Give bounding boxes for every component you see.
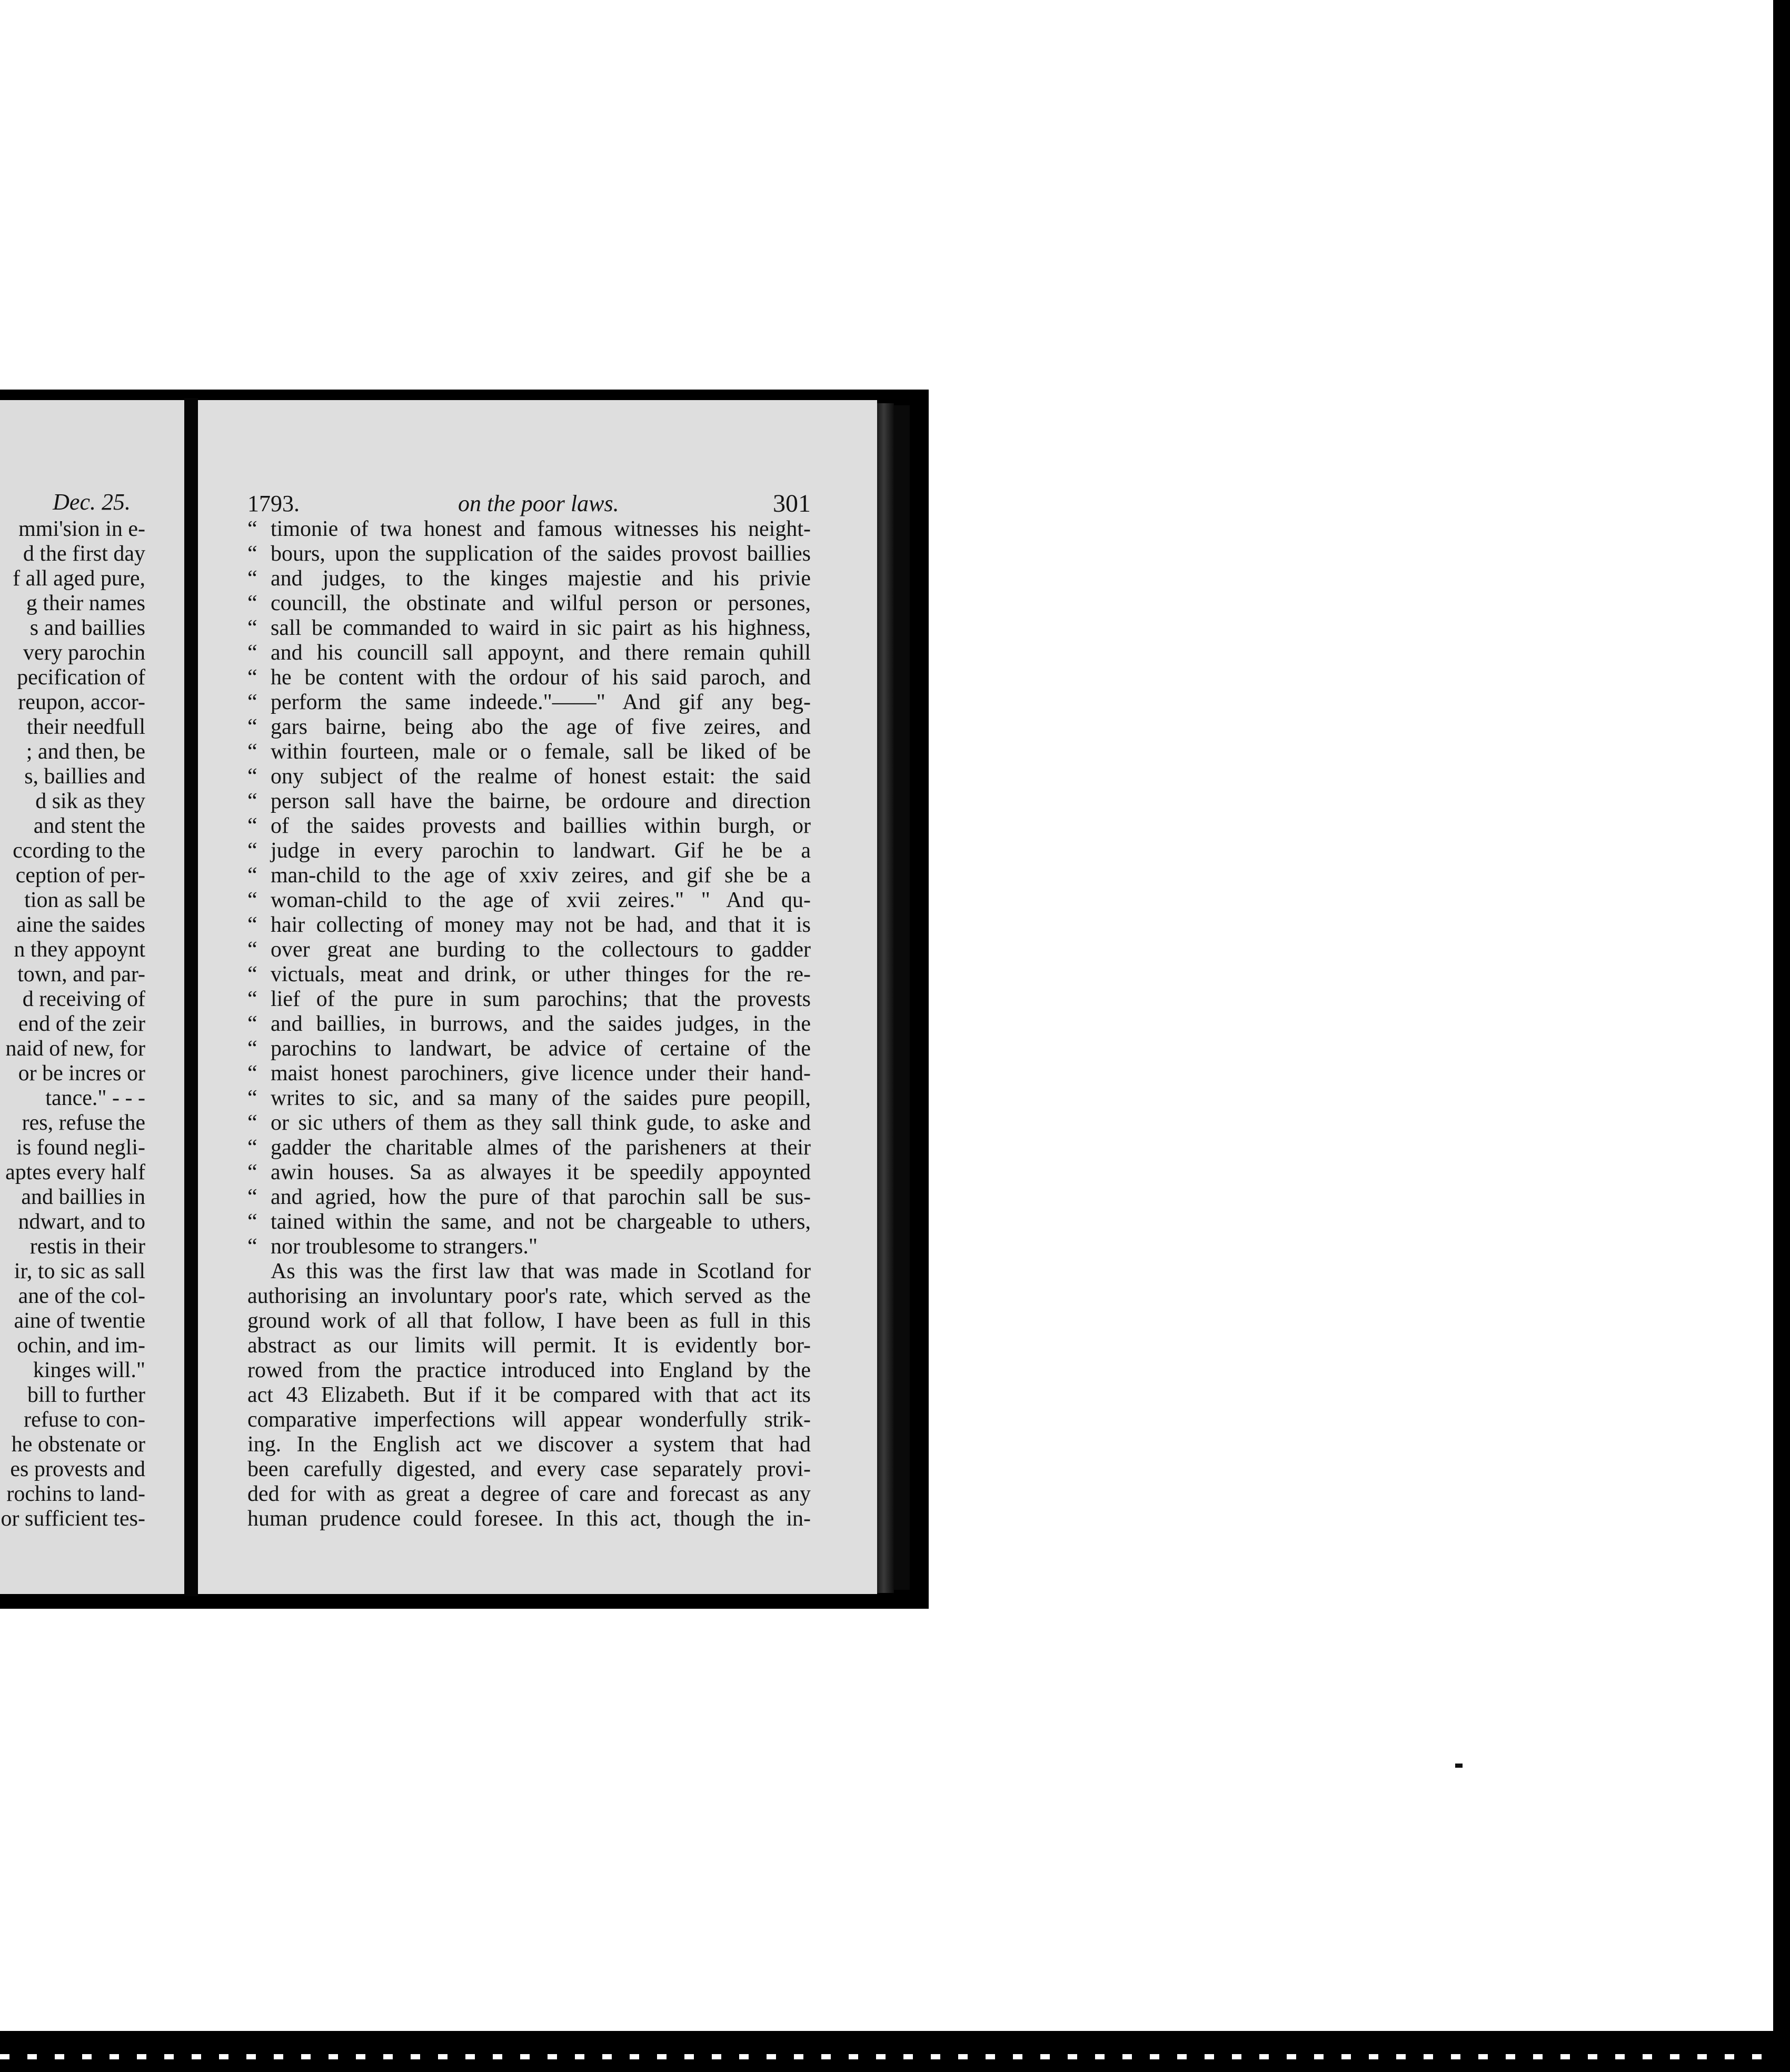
quoted-line [247,814,811,839]
quote-mark: “ [247,715,257,739]
quote-mark: “ [247,665,257,690]
quoted-line-text: and judges, to the kinges majestie and his privie [271,566,811,591]
quoted-line [247,1111,811,1135]
text-line: aptes every half [5,1160,145,1184]
quoted-line [247,715,811,740]
quote-mark: “ [247,1210,257,1234]
body-line: authorising an involuntary poor's rate, which served as the [247,1284,811,1308]
text-line: g their names [26,591,145,615]
quote-mark: “ [247,616,257,640]
text-line: d receiving of [22,987,145,1011]
quoted-line-text: over great ane burding to the collectours to gadder [271,938,811,962]
quoted-line [247,863,811,888]
quote-mark: “ [247,690,257,714]
quoted-line-text: victuals, meat and drink, or uther thinges for the re- [271,962,811,987]
open-book [0,390,929,1609]
quoted-line-text: and his councill sall appoynt, and there remain quhill [271,641,811,665]
quoted-line-text: councill, the obstinate and wilful person or persones, [271,591,811,615]
quoted-line-text: awin houses. Sa as alwayes it be speedily appoynted [271,1160,811,1184]
film-speck [1455,1764,1463,1768]
text-line: ccording to the [13,839,145,863]
quote-mark: “ [247,962,257,987]
quoted-line-text: within fourteen, male or o female, sall be liked of be [271,740,811,764]
body-line: been carefully digested, and every case separately provi- [247,1457,811,1481]
quoted-line [247,1135,811,1160]
quoted-line [247,616,811,641]
quote-mark: “ [247,814,257,838]
body-line: ded for with as great a degree of care and forecast as any [247,1482,811,1506]
quoted-line [247,690,811,715]
body-line: act 43 Elizabeth. But if it be compared with that act its [247,1383,811,1407]
text-line: restis in their [29,1234,145,1259]
quoted-line-text: he be content with the ordour of his said paroch, and [271,665,811,690]
left-page-text [0,517,145,1531]
quote-mark: “ [247,764,257,789]
quoted-line-text: sall be commanded to waird in sic pairt as his highness, [271,616,811,640]
microfilm-border-bottom [0,2031,1790,2072]
quoted-line [247,987,811,1012]
quoted-line [247,962,811,987]
quoted-line [247,839,811,863]
text-line: or sufficient tes- [1,1507,145,1531]
quoted-line [247,764,811,789]
quote-mark: “ [247,1185,257,1209]
text-line: refuse to con- [24,1408,145,1432]
text-line: ndwart, and to [18,1210,145,1234]
text-line: ochin, and im- [17,1333,145,1358]
text-line: tance." - - - [45,1086,145,1110]
text-line: aine of twentie [14,1309,145,1333]
microfilm-border-right [1773,0,1790,2072]
text-line: bill to further [27,1383,145,1407]
text-line: is found negli- [16,1135,145,1160]
quote-mark: “ [247,938,257,962]
quote-mark: “ [247,542,257,566]
quote-mark: “ [247,987,257,1011]
quoted-line-text: ony subject of the realme of honest estait: the said [271,764,811,789]
running-head-title: on the poor laws. [458,491,619,516]
quote-mark: “ [247,913,257,937]
left-page [0,400,184,1594]
quote-mark: “ [247,517,257,541]
body-line: abstract as our limits will permit. It is evidently bor- [247,1333,811,1358]
quoted-line-text: hair collecting of money may not be had, and that it is [271,913,811,937]
text-line: ir, to sic as sall [14,1259,145,1283]
text-line: or be incres or [18,1061,145,1085]
quoted-line [247,938,811,962]
quote-mark: “ [247,1037,257,1061]
text-line: mmi'sion in e- [18,517,145,541]
quote-mark: “ [247,863,257,888]
right-page-text [247,517,811,1531]
page-number: 301 [773,490,811,517]
quoted-line-text: timonie of twa honest and famous witnesses his neight- [271,517,811,541]
running-head-year: 1793. [247,491,300,516]
text-line: and baillies in [21,1185,145,1209]
quote-mark: “ [247,566,257,591]
quoted-line [247,542,811,566]
quote-mark: “ [247,740,257,764]
body-line: As this was the first law that was made in Scotland for [271,1259,811,1283]
text-line: pecification of [17,665,145,690]
quoted-line-text: gadder the charitable almes of the parisheners at their [271,1135,811,1160]
text-line: reupon, accor- [18,690,145,714]
text-line: very parochin [23,641,145,665]
quoted-line [247,517,811,542]
quoted-line [247,1012,811,1037]
quoted-line [247,1210,811,1234]
quoted-line-text: lief of the pure in sum parochins; that the provests [271,987,811,1011]
microfilm-sprocket-marks [0,2054,1769,2059]
book-cover-shadow [894,405,910,1590]
quoted-line-text: tained within the same, and not be chargeable to uthers, [271,1210,811,1234]
text-line: he obstenate or [11,1432,145,1457]
quote-mark: “ [247,1061,257,1085]
quoted-line [247,566,811,591]
text-line: f all aged pure, [13,566,145,591]
quote-mark: “ [247,1086,257,1110]
text-line: end of the zeir [18,1012,145,1036]
book-cover-edge [877,403,894,1593]
text-line: es provests and [10,1457,145,1481]
quoted-line [247,641,811,665]
quoted-line-text: man-child to the age of xxiv zeires, and gif she be a [271,863,811,888]
quoted-line-text: nor troublesome to strangers." [271,1234,538,1259]
quoted-line-text: judge in every parochin to landwart. Gif he be a [271,839,811,863]
quoted-line-text: woman-child to the age of xvii zeires." " And qu- [271,888,811,912]
quote-mark: “ [247,888,257,912]
quote-mark: “ [247,789,257,813]
text-line: and stent the [33,814,145,838]
quoted-line-text: perform the same indeede."——" And gif any beg- [271,690,811,714]
quoted-line [247,913,811,938]
quote-mark: “ [247,641,257,665]
quote-mark: “ [247,1012,257,1036]
quoted-line-text: person sall have the bairne, be ordoure and direction [271,789,811,813]
quoted-line [247,665,811,690]
quoted-line-text: parochins to landwart, be advice of certaine of the [271,1037,811,1061]
quoted-line [247,1037,811,1061]
text-line: s and baillies [29,616,145,640]
quoted-line-text: bours, upon the supplication of the saides provost baillies [271,542,811,566]
body-line: rowed from the practice introduced into England by the [247,1358,811,1382]
quoted-line-text: maist honest parochiners, give licence under their hand- [271,1061,811,1085]
text-line: naid of new, for [5,1037,145,1061]
quoted-line [247,1061,811,1086]
right-page [198,400,877,1594]
quoted-line [247,1086,811,1111]
quote-mark: “ [247,1135,257,1160]
text-line: ; and then, be [26,740,145,764]
text-line: ception of per- [15,863,145,888]
body-line: ground work of all that follow, I have been as full in this [247,1309,811,1333]
text-line: kinges will." [33,1358,145,1382]
text-line: their needfull [26,715,145,739]
left-running-head [0,490,145,515]
quoted-line-text: gars bairne, being abo the age of five zeires, and [271,715,811,739]
quote-mark: “ [247,591,257,615]
quoted-line-text: writes to sic, and sa many of the saides pure peopill, [271,1086,811,1110]
quoted-line [247,1185,811,1210]
quoted-line-text: of the saides provests and baillies within burgh, or [271,814,811,838]
text-line: aine the saides [16,913,145,937]
quoted-line [247,789,811,814]
text-line: town, and par- [17,962,145,987]
book-gutter [184,398,198,1596]
quoted-line [247,1160,811,1185]
text-line: rochins to land- [6,1482,145,1506]
quoted-line [247,591,811,616]
quote-mark: “ [247,1111,257,1135]
body-line: ing. In the English act we discover a system that had [247,1432,811,1457]
quoted-line-text: and agried, how the pure of that parochin sall be sus- [271,1185,811,1209]
quote-mark: “ [247,839,257,863]
text-line: d the first day [23,542,145,566]
quoted-line-text: or sic uthers of them as they sall think gude, to aske and [271,1111,811,1135]
text-line: tion as sall be [24,888,145,912]
left-running-head-text: Dec. 25. [53,489,131,515]
quoted-line [247,740,811,764]
quote-mark: “ [247,1160,257,1184]
text-line: res, refuse the [22,1111,145,1135]
text-line: n they appoynt [14,938,145,962]
right-running-head [247,491,811,517]
quoted-line [247,888,811,913]
quote-mark: “ [247,1234,257,1259]
text-line: ane of the col- [18,1284,145,1308]
quoted-line-text: and baillies, in burrows, and the saides judges, in the [271,1012,811,1036]
body-line: human prudence could foresee. In this act, though the in- [247,1507,811,1531]
text-line: s, baillies and [24,764,145,789]
text-line: d sik as they [35,789,145,813]
quoted-line [247,1234,811,1259]
body-line: comparative imperfections will appear wonderfully strik- [247,1408,811,1432]
